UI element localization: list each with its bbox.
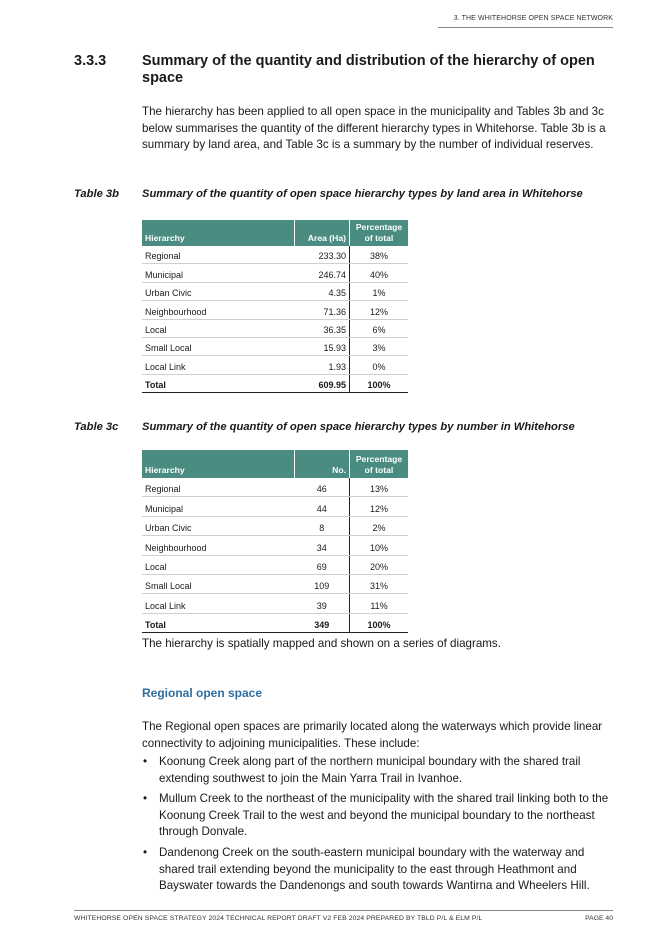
cell-area: 1.93 bbox=[295, 356, 350, 374]
cell-number: 44 bbox=[295, 497, 350, 516]
cell-percentage: 20% bbox=[350, 555, 409, 574]
cell-hierarchy: Small Local bbox=[142, 574, 295, 593]
cell-percentage: 6% bbox=[350, 319, 409, 337]
intro-paragraph: The hierarchy has been applied to all open space in the municipality and Tables 3b and 3c below summarises the quantity of the different hierarchy types in Whitehorse. Table 3b is a summary by land area, and Table 3c is a summary by the number of individual reserves. bbox=[142, 105, 606, 152]
table-3b-title: Summary of the quantity of open space hierarchy types by land area in Whitehorse bbox=[142, 188, 583, 200]
table-header-row bbox=[142, 220, 408, 246]
table-row bbox=[142, 337, 408, 355]
table-header-row bbox=[142, 450, 408, 478]
cell-hierarchy: Municipal bbox=[142, 264, 295, 282]
cell-percentage: 12% bbox=[350, 497, 409, 516]
bullet-icon: • bbox=[143, 845, 148, 859]
cell-percentage: 1% bbox=[350, 282, 409, 300]
list-item bbox=[142, 845, 620, 895]
cell-hierarchy: Urban Civic bbox=[142, 282, 295, 300]
cell-hierarchy: Neighbourhood bbox=[142, 536, 295, 555]
page-number: PAGE 40 bbox=[585, 915, 613, 922]
cell-total-percentage: 100% bbox=[350, 374, 409, 392]
cell-percentage: 13% bbox=[350, 478, 409, 497]
cell-area: 4.35 bbox=[295, 282, 350, 300]
table-row bbox=[142, 301, 408, 319]
table-row bbox=[142, 574, 408, 593]
cell-percentage: 38% bbox=[350, 246, 409, 264]
table-row bbox=[142, 356, 408, 374]
table-row bbox=[142, 282, 408, 300]
cell-area: 246.74 bbox=[295, 264, 350, 282]
cell-percentage: 0% bbox=[350, 356, 409, 374]
bullet-icon: • bbox=[143, 792, 148, 806]
cell-hierarchy: Local Link bbox=[142, 594, 295, 613]
cell-total-percentage: 100% bbox=[350, 613, 409, 632]
header-divider bbox=[438, 27, 613, 28]
table-row bbox=[142, 264, 408, 282]
list-item bbox=[142, 791, 620, 841]
cell-area: 233.30 bbox=[295, 246, 350, 264]
table-row bbox=[142, 594, 408, 613]
table-3c-title: Summary of the quantity of open space hierarchy types by number in Whitehorse bbox=[142, 421, 575, 433]
list-item-text: Mullum Creek to the northeast of the municipality with the shared trail linking both to the Koonung Creek Trail to the west and beyond the municipal boundary to the northeast through Donvale. bbox=[159, 792, 609, 839]
table-row bbox=[142, 246, 408, 264]
table-3b-label: Table 3b bbox=[74, 188, 119, 200]
running-header: 3. THE WHITEHORSE OPEN SPACE NETWORK bbox=[453, 15, 613, 22]
cell-number: 109 bbox=[295, 574, 350, 593]
section-number: 3.3.3 bbox=[74, 53, 107, 69]
list-item-text: Dandenong Creek on the south-eastern municipal boundary with the waterway and shared trail extending beyond the municipality to the east through Heathmont and Bayswater towards the Dandenongs and south towards Wantirna and Wheelers Hill. bbox=[159, 845, 590, 893]
table-total-row bbox=[142, 613, 408, 632]
cell-total-number: 349 bbox=[295, 613, 350, 632]
table-row bbox=[142, 555, 408, 574]
cell-number: 69 bbox=[295, 555, 350, 574]
section-title: Summary of the quantity and distribution of the hierarchy of open space bbox=[142, 53, 595, 86]
cell-hierarchy: Local Link bbox=[142, 356, 295, 374]
table-row bbox=[142, 478, 408, 497]
table-row bbox=[142, 536, 408, 555]
table-3b bbox=[142, 220, 408, 393]
cell-area: 15.93 bbox=[295, 337, 350, 355]
cell-total-area: 609.95 bbox=[295, 374, 350, 392]
cell-percentage: 10% bbox=[350, 536, 409, 555]
footer-text: WHITEHORSE OPEN SPACE STRATEGY 2024 TECHNICAL REPORT DRAFT V2 FEB 2024 PREPARED BY TBLD P/L & ELM P/L bbox=[74, 915, 483, 922]
cell-percentage: 12% bbox=[350, 301, 409, 319]
list-item bbox=[142, 754, 620, 787]
cell-number: 39 bbox=[295, 594, 350, 613]
list-item-text: Koonung Creek along part of the northern municipal boundary with the shared trail extending southwest to join the Main Yarra Trail in Ivanhoe. bbox=[159, 755, 581, 785]
cell-hierarchy: Neighbourhood bbox=[142, 301, 295, 319]
col-header-hierarchy: Hierarchy bbox=[142, 220, 295, 246]
regional-intro: The Regional open spaces are primarily located along the waterways which provide linear connectivity to adjoining municipalities. These include: bbox=[142, 720, 603, 750]
cell-percentage: 3% bbox=[350, 337, 409, 355]
cell-hierarchy: Regional bbox=[142, 478, 295, 497]
cell-total-label: Total bbox=[142, 613, 295, 632]
table-3c-label: Table 3c bbox=[74, 421, 119, 433]
cell-percentage: 11% bbox=[350, 594, 409, 613]
cell-hierarchy: Municipal bbox=[142, 497, 295, 516]
footer-divider bbox=[74, 910, 613, 911]
cell-hierarchy: Local bbox=[142, 319, 295, 337]
table-row bbox=[142, 319, 408, 337]
col-header-area: Area (Ha) bbox=[295, 220, 350, 246]
regional-heading: Regional open space bbox=[142, 686, 263, 700]
col-header-hierarchy: Hierarchy bbox=[142, 450, 295, 478]
table-3c bbox=[142, 450, 408, 633]
regional-bullet-list bbox=[142, 754, 620, 899]
cell-hierarchy: Regional bbox=[142, 246, 295, 264]
col-header-percentage: Percentage of total bbox=[350, 220, 409, 246]
table-row bbox=[142, 516, 408, 535]
cell-area: 71.36 bbox=[295, 301, 350, 319]
cell-number: 34 bbox=[295, 536, 350, 555]
cell-hierarchy: Small Local bbox=[142, 337, 295, 355]
cell-area: 36.35 bbox=[295, 319, 350, 337]
table-row bbox=[142, 497, 408, 516]
mapping-note: The hierarchy is spatially mapped and shown on a series of diagrams. bbox=[142, 637, 501, 650]
col-header-number: No. bbox=[295, 450, 350, 478]
cell-number: 8 bbox=[295, 516, 350, 535]
cell-percentage: 2% bbox=[350, 516, 409, 535]
table-total-row bbox=[142, 374, 408, 392]
cell-hierarchy: Urban Civic bbox=[142, 516, 295, 535]
cell-hierarchy: Local bbox=[142, 555, 295, 574]
col-header-percentage: Percentage of total bbox=[350, 450, 409, 478]
cell-percentage: 40% bbox=[350, 264, 409, 282]
cell-percentage: 31% bbox=[350, 574, 409, 593]
bullet-icon: • bbox=[143, 755, 148, 768]
cell-number: 46 bbox=[295, 478, 350, 497]
cell-total-label: Total bbox=[142, 374, 295, 392]
